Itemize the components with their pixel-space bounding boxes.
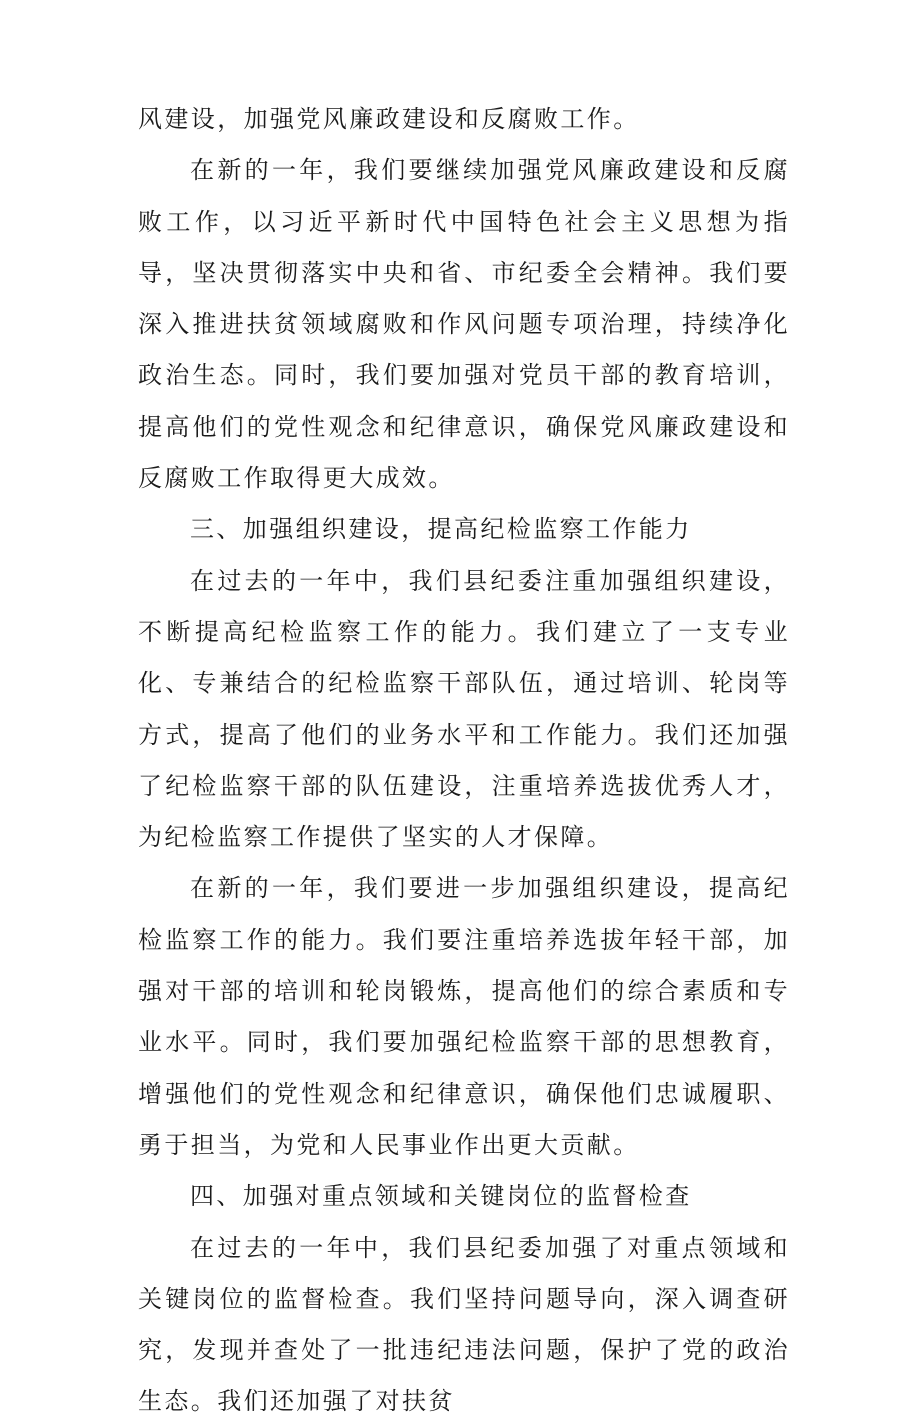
paragraph-continuation: 风建设，加强党风廉政建设和反腐败工作。	[138, 105, 640, 133]
paragraph: 在过去的一年中，我们县纪委注重加强组织建设，不断提高纪检监察工作的能力。我们建立了一支专业化、专兼结合的纪检监察干部队伍，通过培训、轮岗等方式，提高了他们的业务水平和工作能力。我们还加强了纪检监察干部的队伍建设，注重培养选拔优秀人才，为纪检监察工作提供了坚实的人才保障。	[138, 566, 790, 852]
section-heading-3: 三、加强组织建设，提高纪检监察工作能力	[190, 515, 692, 544]
paragraph: 在过去的一年中，我们县纪委加强了对重点领域和关键岗位的监督检查。我们坚持问题导向，深入调查研究，发现并查处了一批违纪违法问题，保护了党的政治生态。我们还加强了对扶贫	[138, 1233, 790, 1416]
paragraph: 在新的一年，我们要继续加强党风廉政建设和反腐败工作，以习近平新时代中国特色社会主义思想为指导，坚决贯彻落实中央和省、市纪委全会精神。我们要深入推进扶贫领域腐败和作风问题专项治理，持续净化政治生态。同时，我们要加强对党员干部的教育培训，提高他们的党性观念和纪律意识，确保党风廉政建设和反腐败工作取得更大成效。	[138, 156, 790, 493]
document-body	[138, 94, 790, 1428]
section-heading-4: 四、加强对重点领域和关键岗位的监督检查	[190, 1182, 692, 1211]
paragraph: 在新的一年，我们要进一步加强组织建设，提高纪检监察工作的能力。我们要注重培养选拔年轻干部，加强对干部的培训和轮岗锻炼，提高他们的综合素质和专业水平。同时，我们要加强纪检监察干部的思想教育，增强他们的党性观念和纪律意识，确保他们忠诚履职、勇于担当，为党和人民事业作出更大贡献。	[138, 874, 790, 1159]
